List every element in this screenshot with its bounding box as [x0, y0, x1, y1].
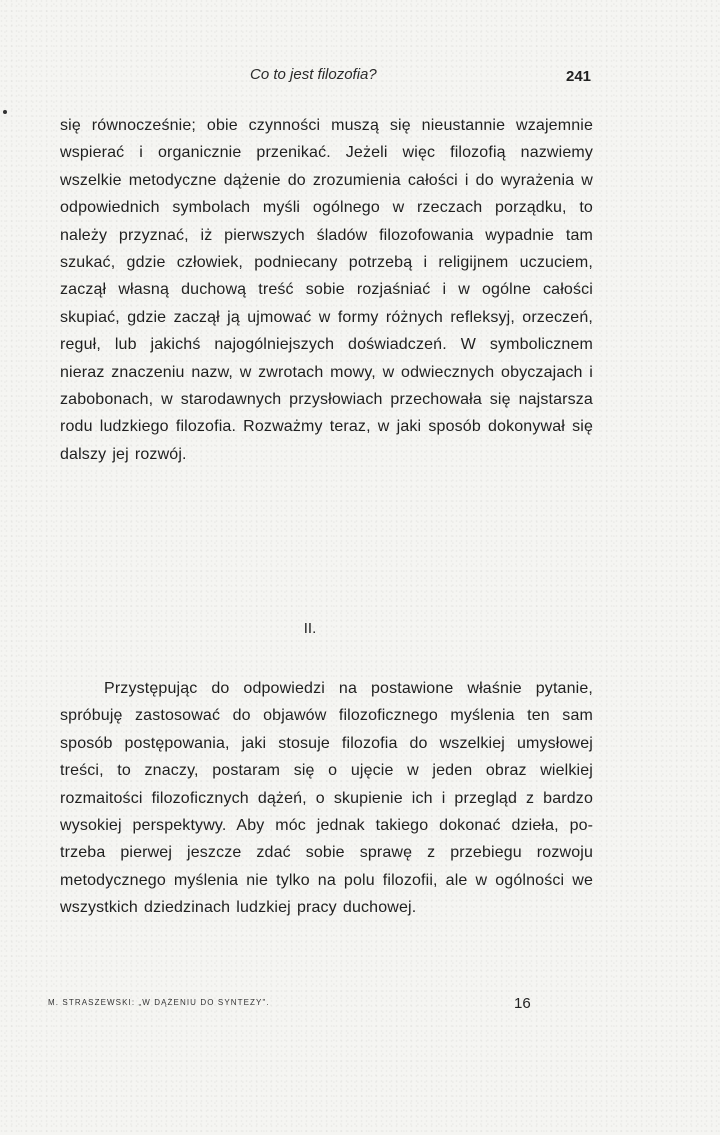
printer-signature: M. STRASZEWSKI: „W DĄŻENIU DO SYNTEZY".	[48, 998, 270, 1007]
running-head-title: Co to jest filozofia?	[250, 66, 377, 83]
ink-speck-mark	[3, 110, 7, 114]
section-numeral: II.	[303, 620, 317, 637]
paragraph-1: się równocześnie; obie czynności muszą się nieustannie wzajemnie wspierać i organicznie przenikać. Jeżeli więc filozofią nazwiemy wszelkie metodyczne dążenie do zrozumienia całości i do wyrażenia w odpowiednich symbolach myśli ogólnego w rzeczach porządku, to należy przyznać, iż pierwszych śladów filozofowania wypadnie tam szukać, gdzie człowiek, podniecany potrzebą i religijnem uczuciem, zaczął własną duchową treść sobie rozjaśniać i w ogólne całości skupiać, gdzie zaczął ją ujmować w formy różnych refleksyj, orzeczeń, reguł, lub jakichś najogólniejszych doświadczeń. W symbolicznem nieraz znaczeniu nazw, w zwrotach mowy, w odwiecznych obyczajach i zabobonach, w starodawnych przysłowiach przechowała się najstarsza rodu ludzkiego filozofia. Rozważmy teraz, w jaki sposób dokonywał się dalszy jej rozwój.	[60, 117, 593, 463]
paragraph-2: Przystępując do odpowiedzi na postawione właśnie pytanie, spróbuję zastosować do objawów filozoficznego myślenia ten sam sposób postępowania, jaki stosuje filozofia do wszelkiej umysłowej treści, to znaczy, postaram się o ujęcie w jeden obraz wielkiej rozmaitości filozoficznych dążeń, o skupienie ich i przegląd z bardzo wysokiej perspektywy. Aby móc jednak takiego dokonać dzieła, potrzeba pierwej jeszcze zdać sobie sprawę z przebiegu rozwoju metodycznego myślenia nie tylko na polu filozofii, ale w ogólności we wszystkich dziedzinach ludzkiej pracy duchowej.	[60, 680, 593, 917]
page-number: 241	[566, 68, 592, 85]
sheet-number: 16	[514, 995, 531, 1012]
